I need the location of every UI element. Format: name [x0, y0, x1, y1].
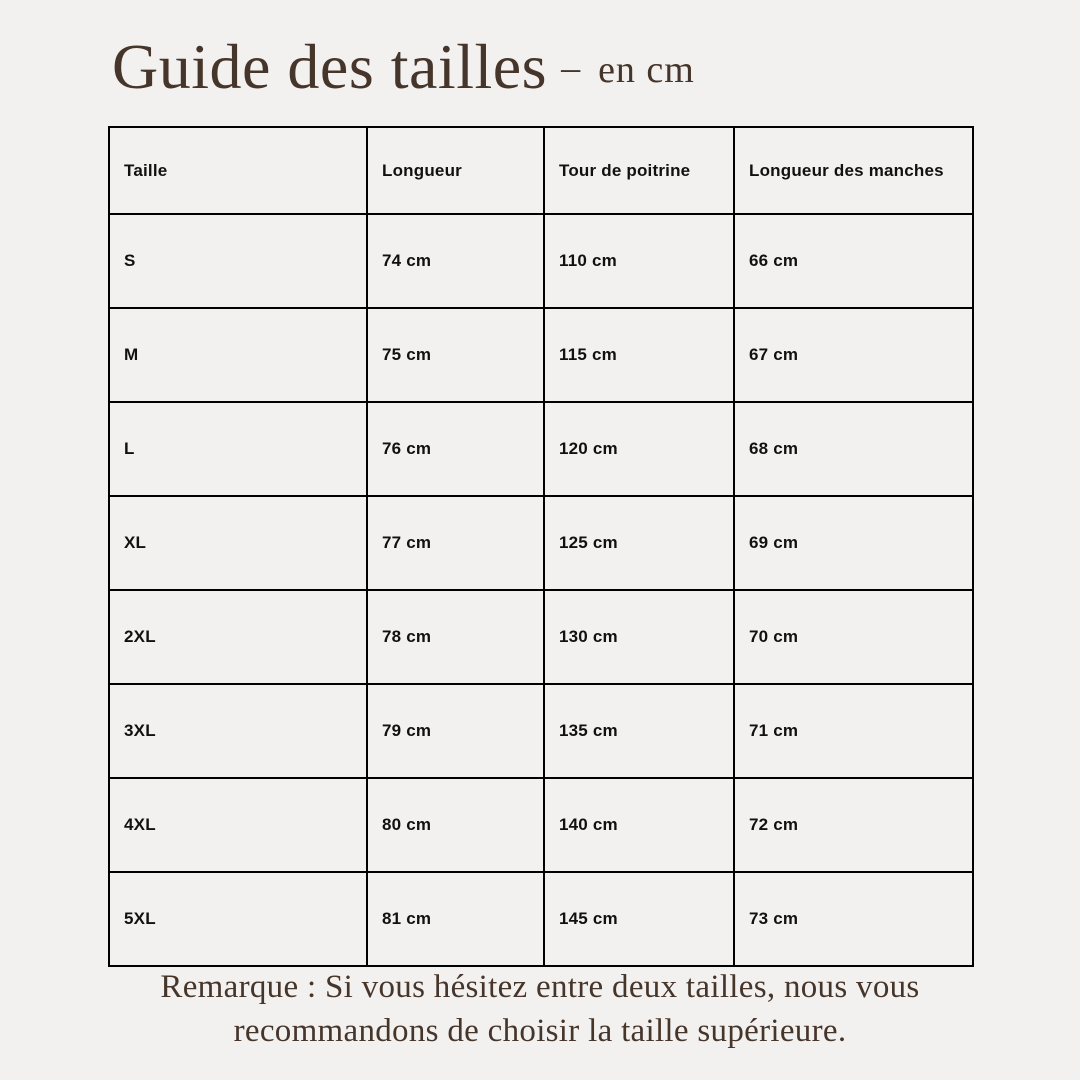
cell-size: L — [109, 402, 367, 496]
cell-size: XL — [109, 496, 367, 590]
title-unit-label: en cm — [598, 49, 695, 91]
cell-sleeve: 72 cm — [734, 778, 973, 872]
cell-size: 4XL — [109, 778, 367, 872]
cell-chest: 130 cm — [544, 590, 734, 684]
cell-length: 80 cm — [367, 778, 544, 872]
header-cell-taille: Taille — [109, 127, 367, 214]
cell-length: 76 cm — [367, 402, 544, 496]
table-row — [109, 402, 973, 496]
cell-sleeve: 67 cm — [734, 308, 973, 402]
cell-size: 5XL — [109, 872, 367, 966]
cell-size: M — [109, 308, 367, 402]
cell-sleeve: 69 cm — [734, 496, 973, 590]
cell-chest: 140 cm — [544, 778, 734, 872]
title-separator-dash: – — [561, 47, 581, 89]
header-cell-tour-de-poitrine: Tour de poitrine — [544, 127, 734, 214]
cell-length: 77 cm — [367, 496, 544, 590]
page-title-text: Guide des tailles — [112, 31, 548, 102]
cell-chest: 115 cm — [544, 308, 734, 402]
cell-size: 3XL — [109, 684, 367, 778]
cell-sleeve: 71 cm — [734, 684, 973, 778]
size-guide-table — [108, 126, 974, 967]
table-row — [109, 778, 973, 872]
cell-length: 81 cm — [367, 872, 544, 966]
table-row — [109, 872, 973, 966]
cell-sleeve: 73 cm — [734, 872, 973, 966]
cell-length: 74 cm — [367, 214, 544, 308]
cell-sleeve: 68 cm — [734, 402, 973, 496]
table-row — [109, 308, 973, 402]
header-cell-longueur-des-manches: Longueur des manches — [734, 127, 973, 214]
cell-chest: 125 cm — [544, 496, 734, 590]
cell-chest: 120 cm — [544, 402, 734, 496]
cell-sleeve: 70 cm — [734, 590, 973, 684]
size-note — [0, 966, 1080, 1053]
size-note-text: Remarque : Si vous hésitez entre deux tailles, nous vous recommandons de choisir la taille supérieure. — [160, 969, 920, 1049]
cell-size: S — [109, 214, 367, 308]
table-row — [109, 590, 973, 684]
page-title — [112, 30, 695, 104]
table-header-row — [109, 127, 973, 214]
cell-chest: 135 cm — [544, 684, 734, 778]
table-row — [109, 684, 973, 778]
table-row — [109, 214, 973, 308]
table-row — [109, 496, 973, 590]
cell-chest: 110 cm — [544, 214, 734, 308]
cell-chest: 145 cm — [544, 872, 734, 966]
header-cell-longueur: Longueur — [367, 127, 544, 214]
cell-size: 2XL — [109, 590, 367, 684]
cell-length: 75 cm — [367, 308, 544, 402]
cell-sleeve: 66 cm — [734, 214, 973, 308]
cell-length: 78 cm — [367, 590, 544, 684]
cell-length: 79 cm — [367, 684, 544, 778]
